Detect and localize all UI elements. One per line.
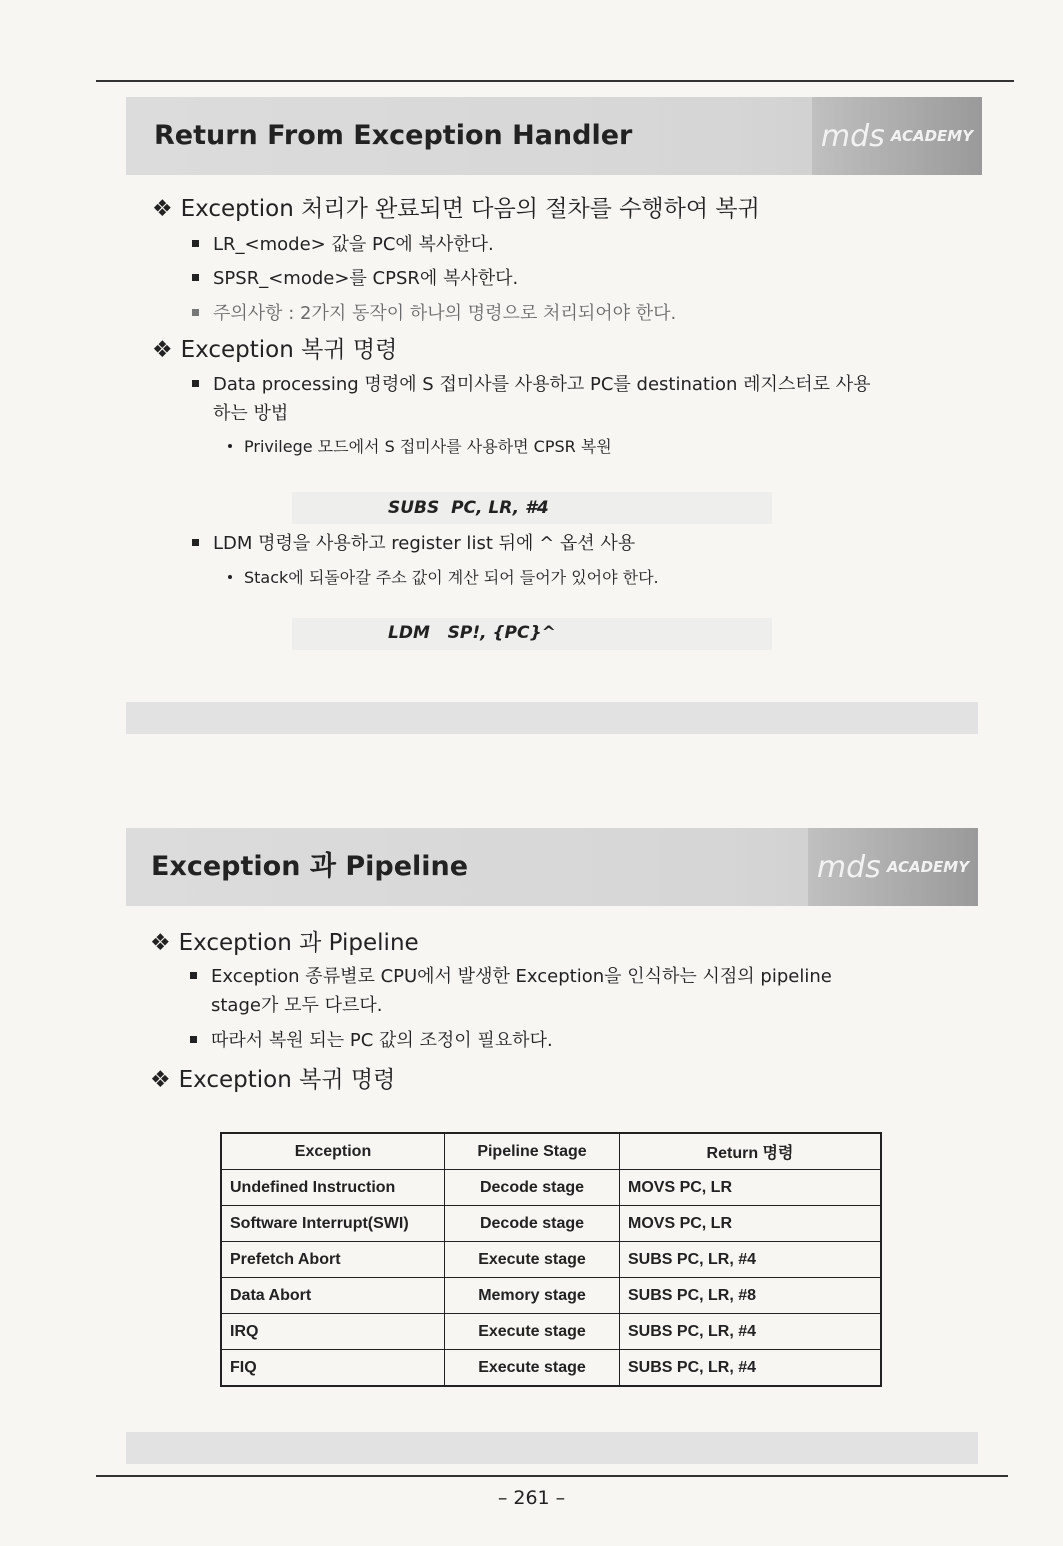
sub-list-item bbox=[228, 565, 659, 588]
cell-return: SUBS PC, LR, #8 bbox=[620, 1278, 882, 1314]
diamond-bullet-icon: ❖ bbox=[152, 337, 173, 363]
item-text: Privilege 모드에서 S 접미사를 사용하면 CPSR 복원 bbox=[244, 437, 612, 456]
diamond-bullet-icon: ❖ bbox=[152, 196, 173, 222]
cell-exception: Undefined Instruction bbox=[221, 1170, 445, 1206]
cell-stage: Execute stage bbox=[445, 1350, 620, 1387]
list-item bbox=[192, 264, 518, 290]
code-ldm: LDM SP!, {PC}^ bbox=[388, 623, 556, 643]
header-pipeline-stage: Pipeline Stage bbox=[445, 1133, 620, 1170]
section1-banner bbox=[126, 97, 982, 175]
section1-bullet-2 bbox=[152, 331, 397, 364]
dot-bullet-icon bbox=[228, 575, 232, 579]
bullet-text: Exception 복귀 명령 bbox=[178, 1067, 396, 1093]
square-bullet-icon bbox=[190, 1036, 197, 1043]
square-bullet-icon bbox=[192, 309, 199, 316]
cell-exception: Prefetch Abort bbox=[221, 1242, 445, 1278]
list-item bbox=[192, 299, 676, 325]
item-text: LDM 명령을 사용하고 register list 뒤에 ^ 옵션 사용 bbox=[213, 533, 636, 554]
square-bullet-icon bbox=[192, 539, 199, 546]
diamond-bullet-icon: ❖ bbox=[150, 1067, 171, 1093]
list-item bbox=[190, 1026, 553, 1052]
section1-footer-bar bbox=[126, 702, 978, 734]
bottom-rule bbox=[96, 1475, 1008, 1477]
section2-bullet-2 bbox=[150, 1061, 395, 1094]
exception-return-table bbox=[220, 1132, 882, 1387]
list-item bbox=[192, 370, 871, 396]
table-row bbox=[221, 1242, 881, 1278]
cell-exception: IRQ bbox=[221, 1314, 445, 1350]
section2-banner bbox=[126, 828, 978, 906]
square-bullet-icon bbox=[192, 380, 199, 387]
table-row bbox=[221, 1206, 881, 1242]
cell-stage: Execute stage bbox=[445, 1314, 620, 1350]
table-row bbox=[221, 1170, 881, 1206]
list-item bbox=[190, 962, 832, 988]
code-subs: SUBS PC, LR, #4 bbox=[388, 498, 549, 518]
cell-exception: Software Interrupt(SWI) bbox=[221, 1206, 445, 1242]
mds-academy-logo bbox=[812, 97, 982, 175]
square-bullet-icon bbox=[192, 240, 199, 247]
list-item bbox=[192, 529, 635, 555]
sub-list-item bbox=[228, 434, 612, 457]
square-bullet-icon bbox=[190, 972, 197, 979]
item-text: Exception 종류별로 CPU에서 발생한 Exception을 인식하는 시점의 pipeline bbox=[211, 966, 832, 987]
cell-return: SUBS PC, LR, #4 bbox=[620, 1350, 882, 1387]
header-return: Return 명령 bbox=[620, 1133, 882, 1170]
item-text: Data processing 명령에 S 접미사를 사용하고 PC를 destination 레지스터로 사용 bbox=[213, 374, 871, 395]
cell-stage: Decode stage bbox=[445, 1206, 620, 1242]
cell-stage: Execute stage bbox=[445, 1242, 620, 1278]
square-bullet-icon bbox=[192, 274, 199, 281]
cell-exception: Data Abort bbox=[221, 1278, 445, 1314]
header-exception: Exception bbox=[221, 1133, 445, 1170]
list-item bbox=[192, 230, 494, 256]
list-item-continuation: 하는 방법 bbox=[213, 403, 289, 424]
top-rule bbox=[96, 80, 1014, 82]
table-row bbox=[221, 1278, 881, 1314]
table-header-row bbox=[221, 1133, 881, 1170]
item-text: 따라서 복원 되는 PC 값의 조정이 필요하다. bbox=[211, 1030, 553, 1051]
cell-stage: Memory stage bbox=[445, 1278, 620, 1314]
cell-return: MOVS PC, LR bbox=[620, 1206, 882, 1242]
cell-return: MOVS PC, LR bbox=[620, 1170, 882, 1206]
section2-footer-bar bbox=[126, 1432, 978, 1464]
section2-title: Exception 과 Pipeline bbox=[151, 851, 469, 882]
list-item-continuation: stage가 모두 다르다. bbox=[211, 995, 383, 1016]
logo-mds: mds bbox=[816, 849, 881, 885]
page-number: – 261 – bbox=[497, 1487, 566, 1509]
bullet-text: Exception 처리가 완료되면 다음의 절차를 수행하여 복귀 bbox=[180, 196, 760, 222]
item-text: 주의사항 : 2가지 동작이 하나의 명령으로 처리되어야 한다. bbox=[213, 303, 677, 324]
table-row bbox=[221, 1350, 881, 1387]
cell-return: SUBS PC, LR, #4 bbox=[620, 1314, 882, 1350]
logo-academy: ACADEMY bbox=[886, 858, 970, 876]
dot-bullet-icon bbox=[228, 444, 232, 448]
mds-academy-logo bbox=[808, 828, 978, 906]
cell-exception: FIQ bbox=[221, 1350, 445, 1387]
logo-academy: ACADEMY bbox=[890, 127, 974, 145]
item-text: SPSR_<mode>를 CPSR에 복사한다. bbox=[213, 268, 519, 289]
item-text: LR_<mode> 값을 PC에 복사한다. bbox=[213, 234, 494, 255]
section2-bullet-1 bbox=[150, 924, 419, 957]
section1-bullet-1 bbox=[152, 190, 760, 223]
bullet-text: Exception 과 Pipeline bbox=[178, 930, 419, 956]
logo-mds: mds bbox=[820, 118, 885, 154]
diamond-bullet-icon: ❖ bbox=[150, 930, 171, 956]
section1-title: Return From Exception Handler bbox=[154, 120, 633, 151]
cell-return: SUBS PC, LR, #4 bbox=[620, 1242, 882, 1278]
cell-stage: Decode stage bbox=[445, 1170, 620, 1206]
item-text: Stack에 되돌아갈 주소 값이 계산 되어 들어가 있어야 한다. bbox=[244, 568, 659, 587]
table-row bbox=[221, 1314, 881, 1350]
bullet-text: Exception 복귀 명령 bbox=[180, 337, 398, 363]
